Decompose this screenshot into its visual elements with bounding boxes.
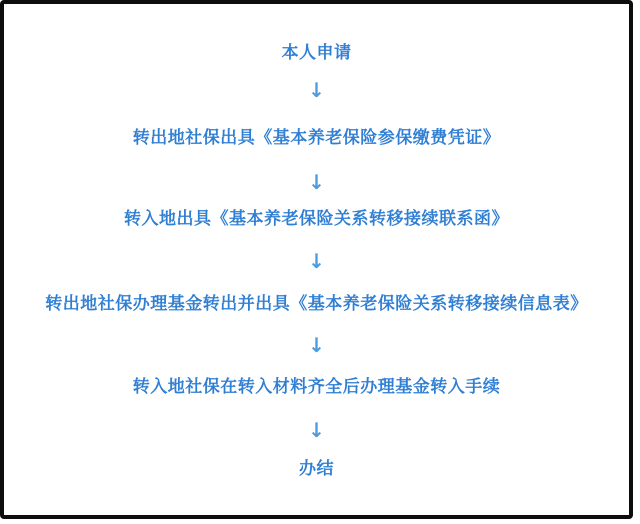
flow-step-outbound-certificate: 转出地社保出具《基本养老保险参保缴费凭证》 [132,128,501,148]
flow-step-inbound-contact-letter: 转入地出具《基本养老保险关系转移接续联系函》 [124,209,509,229]
arrow-down-icon: ↓ [308,170,325,194]
arrow-down-icon: ↓ [308,418,325,442]
arrow-down-icon: ↓ [308,333,325,357]
flow-step-self-application: 本人申请 [281,43,352,63]
arrow-down-icon: ↓ [308,249,325,273]
flow-step-fund-transfer-in-procedure: 转入地社保在转入材料齐全后办理基金转入手续 [132,377,501,397]
flow-step-fund-transfer-out-info-form: 转出地社保办理基金转出并出具《基本养老保险关系转移接续信息表》 [45,294,588,314]
arrow-down-icon: ↓ [308,78,325,102]
flow-step-completed: 办结 [299,459,334,479]
